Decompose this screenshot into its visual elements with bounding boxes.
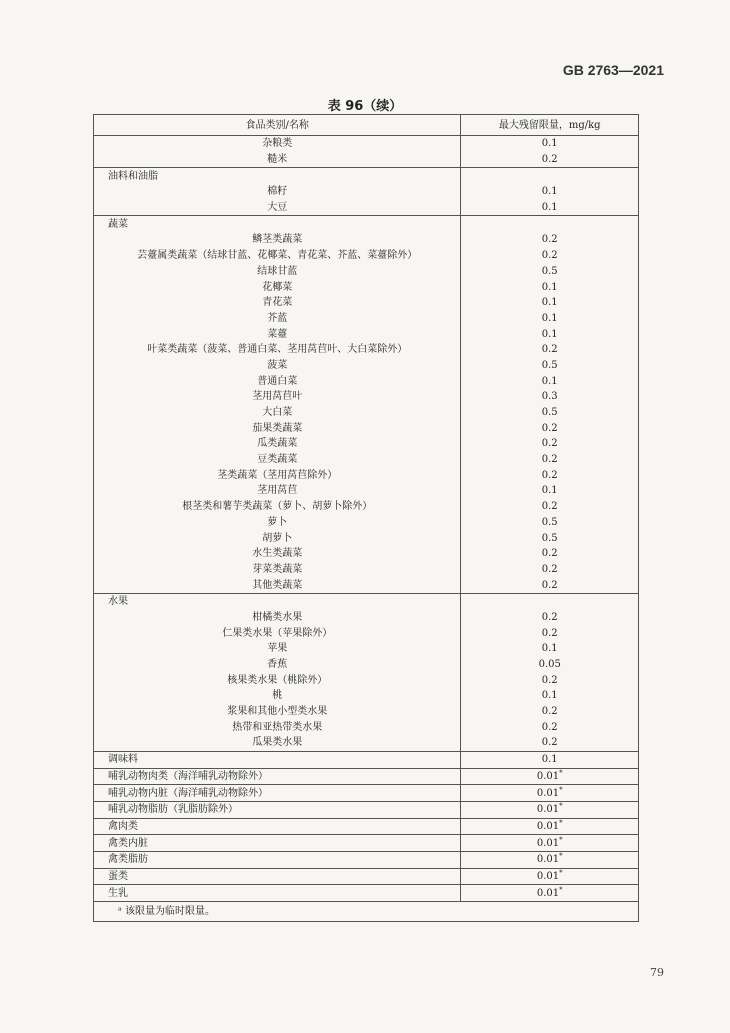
table-row	[94, 735, 639, 751]
food-name-cell: 热带和亚热带类水果	[94, 719, 461, 735]
food-name-cell: 青花菜	[94, 295, 461, 311]
limit-value-cell	[461, 530, 639, 546]
limit-value-cell	[461, 625, 639, 641]
limit-value: 0.1	[541, 754, 558, 766]
limit-value-cell	[461, 373, 639, 389]
table-row	[94, 562, 639, 578]
limit-value: 0.1	[541, 690, 558, 702]
table-row	[94, 768, 639, 785]
food-name-cell: 禽类脂肪	[94, 851, 461, 868]
table-row	[94, 688, 639, 704]
food-name-cell: 禽肉类	[94, 818, 461, 835]
limit-value-cell	[461, 688, 639, 704]
limit-value-cell	[461, 200, 639, 216]
limit-value: 0.2	[541, 250, 558, 262]
limit-value-cell	[461, 405, 639, 421]
table-row	[94, 593, 639, 609]
limit-value-cell	[461, 152, 639, 168]
table-row	[94, 719, 639, 735]
food-name-cell: 香蕉	[94, 657, 461, 673]
food-name-cell: 哺乳动物内脏（海洋哺乳动物除外）	[94, 785, 461, 802]
limit-value-cell	[461, 420, 639, 436]
table-row	[94, 311, 639, 327]
food-name-cell: 菠菜	[94, 358, 461, 374]
table-row	[94, 436, 639, 452]
limit-value-cell	[461, 483, 639, 499]
limit-value-cell	[461, 184, 639, 200]
table-footnote: ᵃ 该限量为临时限量。	[94, 902, 639, 922]
limit-value-cell	[461, 311, 639, 327]
food-name-cell: 花椰菜	[94, 279, 461, 295]
table-row	[94, 184, 639, 200]
table-row	[94, 483, 639, 499]
limit-value-cell	[461, 785, 639, 802]
table-row	[94, 785, 639, 802]
table-row	[94, 801, 639, 818]
table-row	[94, 515, 639, 531]
food-name-cell: 茄果类蔬菜	[94, 420, 461, 436]
limit-value: 0.01	[536, 837, 560, 849]
table-row	[94, 358, 639, 374]
food-name-cell: 棉籽	[94, 184, 461, 200]
table-row	[94, 420, 639, 436]
limit-value-cell	[461, 264, 639, 280]
food-name-cell: 瓜类蔬菜	[94, 436, 461, 452]
limit-value: 0.1	[541, 375, 558, 387]
limit-value: 0.1	[541, 297, 558, 309]
table-row	[94, 641, 639, 657]
table-row	[94, 610, 639, 626]
food-name-cell: 芥蓝	[94, 311, 461, 327]
food-name-cell: 茎类蔬菜（茎用莴苣除外）	[94, 467, 461, 483]
limit-value: 0.2	[541, 721, 558, 733]
food-name-cell: 糙米	[94, 152, 461, 168]
limit-value: 0.1	[541, 138, 558, 150]
table-row	[94, 168, 639, 184]
table-row	[94, 136, 639, 152]
limit-value-cell	[461, 672, 639, 688]
table-row	[94, 232, 639, 248]
table-row	[94, 405, 639, 421]
food-name-cell: 大白菜	[94, 405, 461, 421]
limit-value: 0.01	[536, 787, 560, 799]
food-name-cell: 瓜果类水果	[94, 735, 461, 751]
limit-value-cell	[461, 818, 639, 835]
limit-value: 0.2	[541, 438, 558, 450]
table-row	[94, 200, 639, 216]
limit-value-cell	[461, 216, 639, 232]
food-name-cell: 水生类蔬菜	[94, 546, 461, 562]
limit-value: 0.01	[536, 887, 560, 899]
food-name-cell: 桃	[94, 688, 461, 704]
table-row	[94, 326, 639, 342]
footnote-mark: *	[559, 852, 563, 861]
table-row	[94, 452, 639, 468]
food-name-cell: 普通白菜	[94, 373, 461, 389]
limit-value: 0.2	[541, 579, 558, 591]
food-name-cell: 调味料	[94, 751, 461, 768]
limit-value: 0.01	[536, 770, 560, 782]
limit-value: 0.5	[541, 359, 558, 371]
table-row	[94, 295, 639, 311]
food-name-cell: 鳞茎类蔬菜	[94, 232, 461, 248]
limit-value: 0.2	[541, 469, 558, 481]
limit-value: 0.2	[541, 627, 558, 639]
limit-value: 0.01	[536, 820, 560, 832]
table-title: 表 96（续）	[327, 99, 403, 114]
food-name-cell: 哺乳动物肉类（海洋哺乳动物除外）	[94, 768, 461, 785]
food-name-cell: 菜薹	[94, 326, 461, 342]
limit-value: 0.05	[538, 659, 561, 671]
limit-value: 0.5	[541, 407, 558, 419]
limit-value: 0.1	[541, 312, 558, 324]
food-name-cell: 蛋类	[94, 868, 461, 885]
standard-code: GB 2763—2021	[562, 62, 664, 78]
column-header-limit: 最大残留限量，mg/kg	[461, 115, 639, 136]
food-name-cell: 芸薹属类蔬菜（结球甘蓝、花椰菜、青花菜、芥蓝、菜薹除外）	[94, 248, 461, 264]
limit-value: 0.2	[541, 154, 558, 166]
food-name-cell: 哺乳动物脂肪（乳脂肪除外）	[94, 801, 461, 818]
limit-value-cell	[461, 735, 639, 751]
limit-value: 0.3	[541, 391, 558, 403]
limit-value: 0.01	[536, 854, 560, 866]
limit-value: 0.2	[541, 344, 558, 356]
food-name-cell: 根茎类和薯芋类蔬菜（萝卜、胡萝卜除外）	[94, 499, 461, 515]
table-row	[94, 704, 639, 720]
limit-value-cell	[461, 295, 639, 311]
limit-value-cell	[461, 657, 639, 673]
limit-value-cell	[461, 593, 639, 609]
limit-value: 0.1	[541, 328, 558, 340]
food-name-cell: 叶菜类蔬菜（菠菜、普通白菜、茎用莴苣叶、大白菜除外）	[94, 342, 461, 358]
food-name-cell: 茎用莴苣	[94, 483, 461, 499]
limit-value-cell	[461, 358, 639, 374]
limit-value-cell	[461, 499, 639, 515]
limit-value-cell	[461, 751, 639, 768]
limit-value: 0.01	[536, 804, 560, 816]
limit-value-cell	[461, 452, 639, 468]
limit-value-cell	[461, 768, 639, 785]
limit-value: 0.01	[536, 870, 560, 882]
limit-value: 0.1	[541, 281, 558, 293]
table-row	[94, 342, 639, 358]
limit-value-cell	[461, 546, 639, 562]
limit-value: 0.1	[541, 202, 558, 214]
table-row	[94, 818, 639, 835]
table-row	[94, 546, 639, 562]
limit-value-cell	[461, 389, 639, 405]
mrl-table	[93, 114, 639, 922]
table-row	[94, 152, 639, 168]
limit-value: 0.2	[541, 737, 558, 749]
table-row	[94, 373, 639, 389]
limit-value: 0.2	[541, 454, 558, 466]
limit-value: 0.2	[541, 548, 558, 560]
food-name-cell: 水果	[94, 593, 461, 609]
limit-value: 0.1	[541, 485, 558, 497]
food-name-cell: 柑橘类水果	[94, 610, 461, 626]
table-row	[94, 216, 639, 232]
limit-value: 0.1	[541, 643, 558, 655]
food-name-cell: 萝卜	[94, 515, 461, 531]
table-row	[94, 625, 639, 641]
limit-value-cell	[461, 577, 639, 593]
food-name-cell: 茎用莴苣叶	[94, 389, 461, 405]
table-row	[94, 851, 639, 868]
page-number: 79	[650, 966, 664, 979]
table-row	[94, 657, 639, 673]
table-row	[94, 467, 639, 483]
limit-value: 0.1	[541, 186, 558, 198]
table-row	[94, 868, 639, 885]
food-name-cell: 结球甘蓝	[94, 264, 461, 280]
limit-value-cell	[461, 868, 639, 885]
food-name-cell: 其他类蔬菜	[94, 577, 461, 593]
limit-value-cell	[461, 232, 639, 248]
food-name-cell: 生乳	[94, 885, 461, 902]
limit-value: 0.2	[541, 706, 558, 718]
food-name-cell: 油料和油脂	[94, 168, 461, 184]
limit-value: 0.2	[541, 674, 558, 686]
limit-value: 0.5	[541, 265, 558, 277]
table-body	[94, 136, 639, 902]
table-row	[94, 499, 639, 515]
food-name-cell: 蔬菜	[94, 216, 461, 232]
limit-value: 0.2	[541, 422, 558, 434]
limit-value-cell	[461, 168, 639, 184]
limit-value-cell	[461, 515, 639, 531]
food-name-cell: 大豆	[94, 200, 461, 216]
food-name-cell: 禽类内脏	[94, 835, 461, 852]
limit-value-cell	[461, 835, 639, 852]
footnote-mark: *	[559, 868, 563, 877]
food-name-cell: 豆类蔬菜	[94, 452, 461, 468]
table-row	[94, 672, 639, 688]
table-row	[94, 389, 639, 405]
limit-value-cell	[461, 851, 639, 868]
table-row	[94, 530, 639, 546]
limit-value: 0.2	[541, 563, 558, 575]
limit-value-cell	[461, 719, 639, 735]
food-name-cell: 苹果	[94, 641, 461, 657]
table-row	[94, 885, 639, 902]
limit-value-cell	[461, 248, 639, 264]
footnote-mark: *	[559, 802, 563, 811]
limit-value: 0.5	[541, 516, 558, 528]
limit-value-cell	[461, 610, 639, 626]
column-header-food: 食品类别/名称	[94, 115, 461, 136]
food-name-cell: 浆果和其他小型类水果	[94, 704, 461, 720]
limit-value-cell	[461, 801, 639, 818]
food-name-cell: 杂粮类	[94, 136, 461, 152]
footnote-mark: *	[559, 768, 563, 777]
table-row	[94, 279, 639, 295]
limit-value-cell	[461, 136, 639, 152]
limit-value: 0.2	[541, 611, 558, 623]
table-row	[94, 577, 639, 593]
limit-value-cell	[461, 704, 639, 720]
limit-value-cell	[461, 326, 639, 342]
table-row	[94, 264, 639, 280]
food-name-cell: 芽菜类蔬菜	[94, 562, 461, 578]
food-name-cell: 仁果类水果（苹果除外）	[94, 625, 461, 641]
limit-value: 0.5	[541, 532, 558, 544]
limit-value-cell	[461, 342, 639, 358]
limit-value-cell	[461, 467, 639, 483]
limit-value: 0.2	[541, 501, 558, 513]
footnote-mark: *	[559, 885, 563, 894]
limit-value-cell	[461, 885, 639, 902]
limit-value: 0.2	[541, 234, 558, 246]
footnote-mark: *	[559, 785, 563, 794]
footnote-mark: *	[559, 835, 563, 844]
footnote-mark: *	[559, 818, 563, 827]
limit-value-cell	[461, 562, 639, 578]
table-row	[94, 751, 639, 768]
food-name-cell: 核果类水果（桃除外）	[94, 672, 461, 688]
table-row	[94, 248, 639, 264]
table-row	[94, 835, 639, 852]
limit-value-cell	[461, 279, 639, 295]
food-name-cell: 胡萝卜	[94, 530, 461, 546]
limit-value-cell	[461, 641, 639, 657]
limit-value-cell	[461, 436, 639, 452]
